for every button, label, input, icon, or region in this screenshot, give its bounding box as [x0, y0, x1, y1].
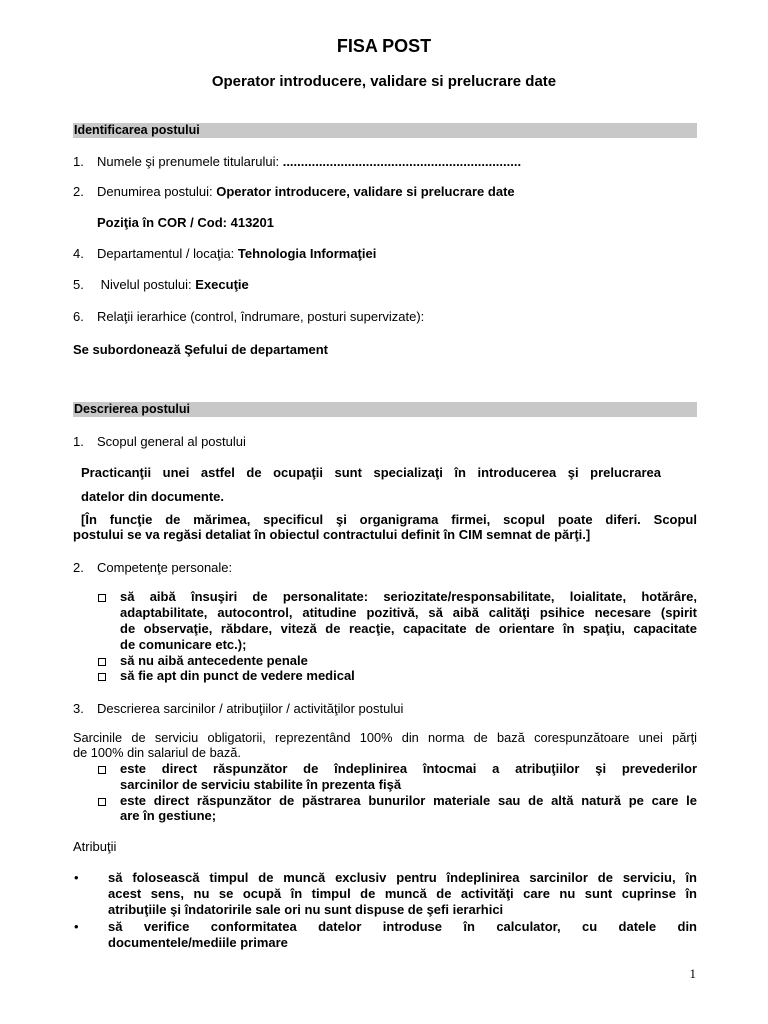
identification-item-1	[73, 154, 521, 169]
bullet-icon: •	[74, 870, 79, 885]
task-1-line-1: este direct răspunzător de îndeplinirea întocmai a atribuţiilor şi prevederilor	[120, 761, 697, 776]
purpose-note-line-1: [În funcţie de mărimea, specificul şi organigrama firmei, scopul poate diferi. Scopul	[81, 512, 697, 527]
item-label: Relaţii ierarhice (control, îndrumare, posturi supervizate):	[97, 309, 425, 324]
attribution-2-line-2: documentele/mediile primare	[108, 935, 288, 950]
attribution-1-line-3: atribuţiile şi îndatoririle sale ori nu sunt dispuse de şefi ierarhici	[108, 902, 504, 917]
square-bullet-icon	[98, 658, 106, 666]
item-value: Execuţie	[195, 277, 249, 292]
attribution-1-line-1: să folosească timpul de muncă exclusiv pentru îndeplinirea sarcinilor de serviciu, în	[108, 870, 697, 885]
task-2-line-1: este direct răspunzător de păstrarea bunurilor materiale sau de altă natură pe care le	[120, 793, 697, 808]
competence-1-line-2: adaptabilitate, autocontrol, atitudine pozitivă, să aibă calităţi psihice necesare (spirit	[120, 605, 697, 620]
attribution-2-line-1: să verifice conformitatea datelor introduse în calculator, cu datele din	[108, 919, 697, 934]
item-label: Numele şi prenumele titularului:	[97, 154, 283, 169]
square-bullet-icon	[98, 673, 106, 681]
item-label: Scopul general al postului	[97, 434, 246, 449]
attributions-label: Atribuţii	[73, 839, 117, 854]
section-title-description: Descrierea postului	[74, 402, 191, 416]
identification-item-2	[73, 184, 515, 199]
item-label: Competenţe personale:	[97, 560, 233, 575]
item-value: Tehnologia Informaţiei	[237, 246, 377, 261]
square-bullet-icon	[98, 594, 106, 602]
tasks-intro-line-1: Sarcinile de serviciu obligatorii, reprezentând 100% din norma de bază corespunzătoare unei părţi	[73, 730, 697, 745]
item-number: 1.	[73, 154, 84, 169]
competence-1-line-3: de observaţie, răbdare, viteză de reacţie, capacitate de orientare în spaţiu, capacitate	[120, 621, 697, 636]
square-bullet-icon	[98, 766, 106, 774]
competence-2: să nu aibă antecedente penale	[120, 653, 308, 668]
competence-3: să fie apt din punct de vedere medical	[120, 668, 355, 683]
competence-1-line-1: să aibă însuşiri de personalitate: seriozitate/responsabilitate, loialitate, hotărâre,	[120, 589, 697, 604]
bullet-icon: •	[74, 919, 79, 934]
purpose-line-2: datelor din documente.	[81, 489, 225, 504]
square-bullet-icon	[98, 798, 106, 806]
item-label: Denumirea postului:	[97, 184, 217, 199]
item-number: 2.	[73, 560, 84, 575]
attribution-1-line-2: acest sens, nu se ocupă în timpul de muncă de activităţi care nu sunt cuprinse în	[108, 886, 697, 901]
section-title-identification: Identificarea postului	[74, 123, 200, 137]
description-item-3	[73, 701, 403, 716]
item-label: Descrierea sarcinilor / atribuţiilor / activităţilor postului	[97, 701, 404, 716]
description-item-2	[73, 560, 232, 575]
section-header-description	[73, 402, 697, 417]
page-title: FISA POST	[336, 36, 432, 56]
page-subtitle: Operator introducere, validare si prelucrare date	[211, 73, 557, 90]
item-number: 6.	[73, 309, 84, 324]
item-number: 2.	[73, 184, 84, 199]
section-header-identification	[73, 123, 697, 138]
competence-1-line-4: de comunicare etc.);	[120, 637, 247, 652]
tasks-intro-line-2: de 100% din salariul de bază.	[73, 745, 241, 760]
task-2-line-2: are în gestiune;	[120, 808, 217, 823]
item-number: 3.	[73, 701, 84, 716]
identification-item-4	[73, 246, 376, 261]
description-item-1	[73, 434, 246, 449]
identification-item-6	[73, 309, 424, 324]
item-number: 5.	[73, 277, 84, 292]
purpose-line-1: Practicanţii unei astfel de ocupaţii sunt specializaţi în introducerea şi prelucrarea	[81, 465, 661, 480]
purpose-note-line-2: postului se va regăsi detaliat în obiectul contractului definit în CIM semnat de părţi.]	[73, 527, 591, 542]
item-value: Operator introducere, validare si prelucrare date	[216, 184, 515, 199]
item-label: Nivelul postului:	[97, 277, 196, 292]
subordination-text: Se subordonează Şefului de departament	[73, 342, 328, 357]
task-1-line-2: sarcinilor de serviciu stabilite în prezenta fişă	[120, 777, 402, 792]
page-number: 1	[689, 966, 696, 981]
item-number: 4.	[73, 246, 84, 261]
cor-code: Poziţia în COR / Cod: 413201	[97, 215, 274, 230]
item-label: Departamentul / locaţia:	[97, 246, 238, 261]
item-value: ..................................................................	[282, 154, 522, 169]
identification-item-5	[73, 277, 249, 292]
item-number: 1.	[73, 434, 84, 449]
